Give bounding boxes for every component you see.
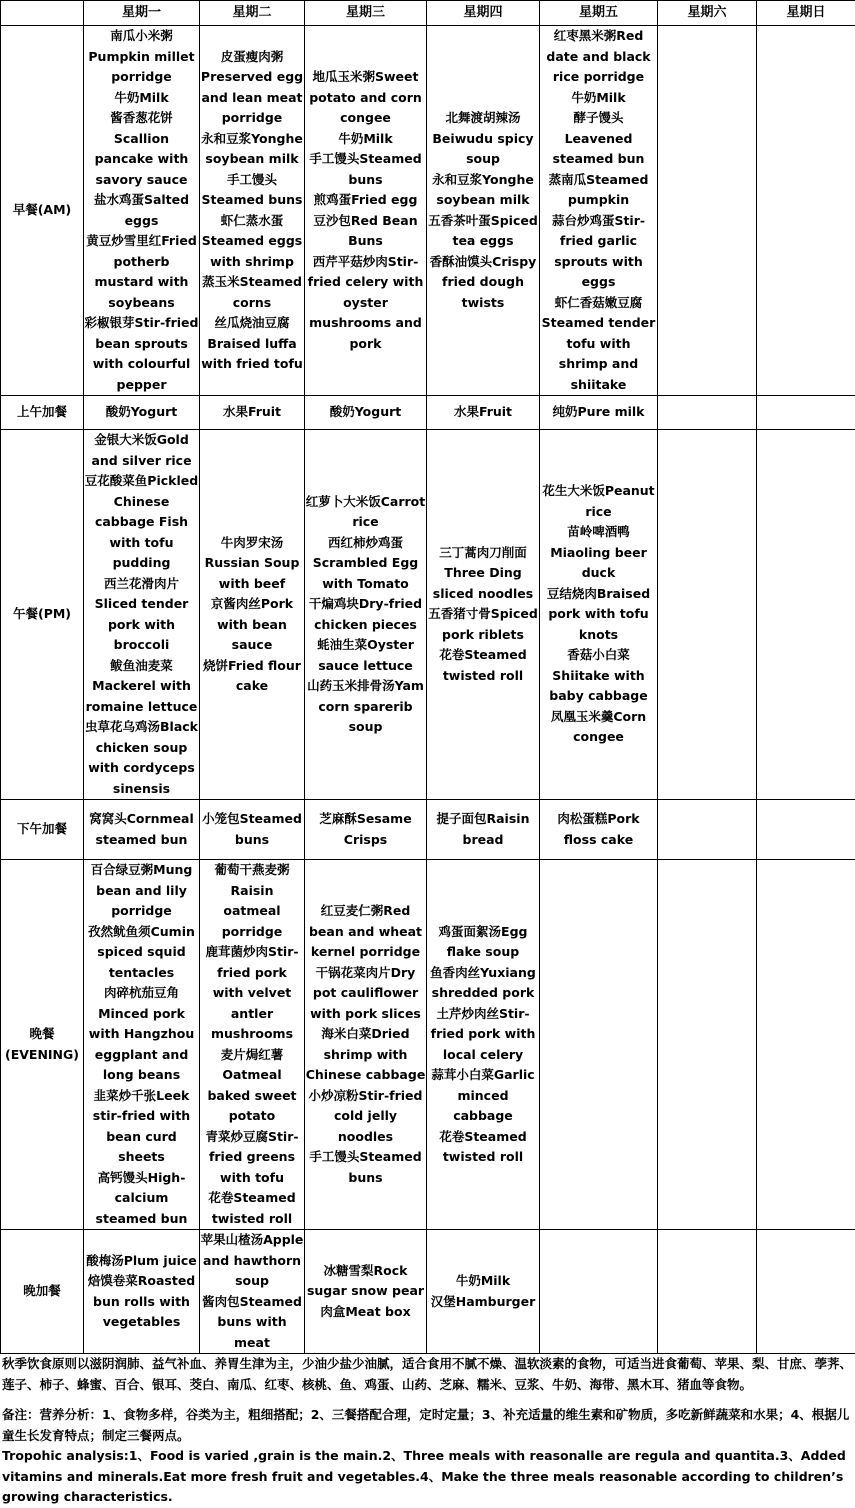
menu-body bbox=[1, 26, 855, 1354]
menu-cell bbox=[84, 396, 200, 430]
dish-item: 手工馒头Steamed buns bbox=[305, 149, 426, 190]
dish-item: 牛奶Milk bbox=[427, 1271, 539, 1292]
dish-item: 豆结烧肉Braised pork with tofu knots bbox=[540, 584, 657, 646]
day-header: 星期一 bbox=[84, 1, 200, 26]
dish-item: 海米白菜Dried shrimp with Chinese cabbage bbox=[305, 1024, 426, 1086]
menu-cell bbox=[200, 860, 305, 1230]
dish-item: 牛奶Milk bbox=[84, 88, 199, 109]
dish-item: 水果Fruit bbox=[427, 402, 539, 423]
menu-cell bbox=[540, 430, 658, 800]
menu-cell bbox=[305, 800, 427, 860]
dish-item: 南瓜小米粥Pumpkin millet porridge bbox=[84, 26, 199, 88]
dish-item: 酵子馒头Leavened steamed bun bbox=[540, 108, 657, 170]
menu-cell bbox=[540, 396, 658, 430]
dish-item: 五香茶叶蛋Spiced tea eggs bbox=[427, 211, 539, 252]
dish-item: 花生大米饭Peanut rice bbox=[540, 481, 657, 522]
dish-item: 蒜茸小白菜Garlic minced cabbage bbox=[427, 1065, 539, 1127]
dish-item: 蒸南瓜Steamed pumpkin bbox=[540, 170, 657, 211]
dish-item: 青菜炒豆腐Stir-fried greens with tofu bbox=[200, 1127, 304, 1189]
dish-item: 西兰花滑肉片Sliced tender pork with broccoli bbox=[84, 574, 199, 656]
menu-cell bbox=[427, 396, 540, 430]
meal-row bbox=[1, 26, 855, 396]
dish-item: 盐水鸡蛋Salted eggs bbox=[84, 190, 199, 231]
menu-cell bbox=[757, 430, 855, 800]
menu-cell bbox=[757, 860, 855, 1230]
dish-item: 豆沙包Red Bean Buns bbox=[305, 211, 426, 252]
dish-item: 苗岭啤酒鸭Miaoling beer duck bbox=[540, 522, 657, 584]
menu-cell bbox=[305, 860, 427, 1230]
menu-cell bbox=[200, 26, 305, 396]
header-row bbox=[1, 1, 855, 26]
dish-item: 鲅鱼油麦菜Mackerel with romaine lettuce bbox=[84, 656, 199, 718]
dish-item: 鸡蛋面絮汤Egg flake soup bbox=[427, 922, 539, 963]
menu-cell bbox=[658, 26, 757, 396]
day-header: 星期四 bbox=[427, 1, 540, 26]
remark-cn-note: 备注：营养分析：1、食物多样，谷类为主，粗细搭配；2、三餐搭配合理，定时定量；3、补充适量的维生素和矿物质，多吃新鲜蔬菜和水果；4、根据儿童生长发育特点；制定三餐两点。 bbox=[2, 1405, 853, 1446]
menu-cell bbox=[658, 396, 757, 430]
menu-cell bbox=[540, 1230, 658, 1354]
dish-item: 冰糖雪梨Rock sugar snow pear bbox=[305, 1261, 426, 1302]
meal-row bbox=[1, 860, 855, 1230]
dish-item: 三丁蒿肉刀削面Three Ding sliced noodles bbox=[427, 543, 539, 605]
dish-item: 干煸鸡块Dry-fried chicken pieces bbox=[305, 594, 426, 635]
dish-item: 红豆麦仁粥Red bean and wheat kernel porridge bbox=[305, 901, 426, 963]
dish-item: 蚝油生菜Oyster sauce lettuce bbox=[305, 635, 426, 676]
menu-cell bbox=[305, 396, 427, 430]
dish-item: 窝窝头Cornmeal steamed bun bbox=[84, 809, 199, 850]
dish-item: 苹果山楂汤Apple and hawthorn soup bbox=[200, 1230, 304, 1292]
dish-item: 水果Fruit bbox=[200, 402, 304, 423]
dish-item: 永和豆浆Yonghe soybean milk bbox=[200, 129, 304, 170]
remark-en-note: Tropohic analysis:1、Food is varied ,grain is the main.2、Three meals with reasonalle are regula and quantita.3、Added vitamins and minerals.Eat more fresh fruit and vegetables.4、Make the three meals reasonable according to children’s growing characteristics. bbox=[2, 1446, 853, 1508]
dish-item: 金银大米饭Gold and silver rice bbox=[84, 430, 199, 471]
menu-cell bbox=[658, 430, 757, 800]
dish-item: 肉松蛋糕Pork floss cake bbox=[540, 809, 657, 850]
dish-item: 北舞渡胡辣汤Beiwudu spicy soup bbox=[427, 108, 539, 170]
dish-item: 肉盒Meat box bbox=[305, 1302, 426, 1323]
dish-item: 手工馒头Steamed buns bbox=[305, 1147, 426, 1188]
menu-cell bbox=[427, 800, 540, 860]
dish-item: 彩椒银芽Stir-fried bean sprouts with colourful pepper bbox=[84, 313, 199, 395]
dish-item: 虾仁香菇嫩豆腐Steamed tender tofu with shrimp and shiitake bbox=[540, 293, 657, 396]
dish-item: 小笼包Steamed buns bbox=[200, 809, 304, 850]
dish-item: 葡萄干燕麦粥Raisin oatmeal porridge bbox=[200, 860, 304, 942]
dish-item: 汉堡Hamburger bbox=[427, 1292, 539, 1313]
dish-item: 小炒凉粉Stir-fried cold jelly noodles bbox=[305, 1086, 426, 1148]
menu-cell bbox=[84, 430, 200, 800]
dish-item: 牛奶Milk bbox=[540, 88, 657, 109]
menu-cell bbox=[757, 396, 855, 430]
corner-cell bbox=[1, 1, 84, 26]
dish-item: 丝瓜烧油豆腐Braised luffa with fried tofu bbox=[200, 313, 304, 375]
day-header: 星期日 bbox=[757, 1, 855, 26]
dish-item: 韭菜炒千张Leek stir-fried with bean curd sheets bbox=[84, 1086, 199, 1168]
meal-row bbox=[1, 396, 855, 430]
day-header: 星期三 bbox=[305, 1, 427, 26]
dish-item: 土芹炒肉丝Stir-fried pork with local celery bbox=[427, 1004, 539, 1066]
menu-cell bbox=[305, 1230, 427, 1354]
dish-item: 牛肉罗宋汤Russian Soup with beef bbox=[200, 533, 304, 595]
menu-cell bbox=[658, 1230, 757, 1354]
dish-item: 焙馍卷菜Roasted bun rolls with vegetables bbox=[84, 1271, 199, 1333]
dish-item: 牛奶Milk bbox=[305, 129, 426, 150]
dish-item: 凤凰玉米羹Corn congee bbox=[540, 707, 657, 748]
menu-cell bbox=[200, 396, 305, 430]
menu-cell bbox=[84, 26, 200, 396]
dish-item: 虫草花乌鸡汤Black chicken soup with cordyceps sinensis bbox=[84, 717, 199, 799]
menu-cell bbox=[540, 860, 658, 1230]
menu-cell bbox=[84, 800, 200, 860]
dish-item: 酱香葱花饼Scallion pancake with savory sauce bbox=[84, 108, 199, 190]
menu-cell bbox=[84, 860, 200, 1230]
dish-item: 香菇小白菜Shiitake with baby cabbage bbox=[540, 645, 657, 707]
dish-item: 蒜台炒鸡蛋Stir-fried garlic sprouts with eggs bbox=[540, 211, 657, 293]
dish-item: 豆花酸菜鱼Pickled Chinese cabbage Fish with tofu pudding bbox=[84, 471, 199, 574]
dish-item: 烧饼Fried flour cake bbox=[200, 656, 304, 697]
dish-item: 山药玉米排骨汤Yam corn sparerib soup bbox=[305, 676, 426, 738]
menu-cell bbox=[540, 26, 658, 396]
dish-item: 京酱肉丝Pork with bean sauce bbox=[200, 594, 304, 656]
menu-cell bbox=[305, 430, 427, 800]
dish-item: 纯奶Pure milk bbox=[540, 402, 657, 423]
menu-cell bbox=[427, 1230, 540, 1354]
day-header: 星期二 bbox=[200, 1, 305, 26]
dish-item: 皮蛋瘦肉粥Preserved egg and lean meat porridge bbox=[200, 47, 304, 129]
dish-item: 酸奶Yogurt bbox=[305, 402, 426, 423]
menu-cell bbox=[200, 1230, 305, 1354]
dish-item: 煎鸡蛋Fried egg bbox=[305, 190, 426, 211]
meal-label: 晚加餐 bbox=[1, 1230, 84, 1354]
menu-cell bbox=[540, 800, 658, 860]
menu-cell bbox=[757, 26, 855, 396]
dish-item: 麦片焗红薯Oatmeal baked sweet potato bbox=[200, 1045, 304, 1127]
menu-cell bbox=[757, 1230, 855, 1354]
dish-item: 蒸玉米Steamed corns bbox=[200, 272, 304, 313]
dish-item: 红萝卜大米饭Carrot rice bbox=[305, 492, 426, 533]
dish-item: 手工馒头Steamed buns bbox=[200, 170, 304, 211]
dish-item: 酸梅汤Plum juice bbox=[84, 1251, 199, 1272]
meal-label: 午餐(PM) bbox=[1, 430, 84, 800]
dish-item: 鹿茸菌炒肉Stir-fried pork with velvet antler mushrooms bbox=[200, 942, 304, 1045]
dish-item: 花卷Steamed twisted roll bbox=[200, 1188, 304, 1229]
dish-item: 五香猪寸骨Spiced pork riblets bbox=[427, 604, 539, 645]
menu-cell bbox=[658, 860, 757, 1230]
menu-cell bbox=[427, 860, 540, 1230]
dish-item: 芝麻酥Sesame Crisps bbox=[305, 809, 426, 850]
menu-cell bbox=[84, 1230, 200, 1354]
meal-label: 下午加餐 bbox=[1, 800, 84, 860]
dish-item: 花卷Steamed twisted roll bbox=[427, 645, 539, 686]
dish-item: 西芹平菇炒肉Stir-fried celery with oyster mushrooms and pork bbox=[305, 252, 426, 355]
notes-section bbox=[0, 1354, 855, 1508]
dish-item: 虾仁蒸水蛋Steamed eggs with shrimp bbox=[200, 211, 304, 273]
dish-item: 肉碎杭茄豆角Minced pork with Hangzhou eggplant and long beans bbox=[84, 983, 199, 1086]
dish-item: 鱼香肉丝Yuxiang shredded pork bbox=[427, 963, 539, 1004]
dish-item: 提子面包Raisin bread bbox=[427, 809, 539, 850]
menu-cell bbox=[658, 800, 757, 860]
menu-cell bbox=[427, 26, 540, 396]
dish-item: 黄豆炒雪里红Fried potherb mustard with soybeans bbox=[84, 231, 199, 313]
dish-item: 红枣黑米粥Red date and black rice porridge bbox=[540, 26, 657, 88]
dish-item: 永和豆浆Yonghe soybean milk bbox=[427, 170, 539, 211]
meal-label: 上午加餐 bbox=[1, 396, 84, 430]
diet-principle-note: 秋季饮食原则以滋阴润肺、益气补血、养胃生津为主，少油少盐少油腻，适合食用不腻不燥、温软淡素的食物，可适当进食葡萄、苹果、梨、甘庶、荸荠、莲子、柿子、蜂蜜、百合、银耳、茭白、南瓜、红枣、核桃、鱼、鸡蛋、山药、芝麻、糯米、豆浆、牛奶、海带、黑木耳、猪血等食物。 bbox=[2, 1354, 853, 1395]
dish-item: 西红柿炒鸡蛋Scrambled Egg with Tomato bbox=[305, 533, 426, 595]
meal-label: 晚餐(EVENING) bbox=[1, 860, 84, 1230]
menu-cell bbox=[757, 800, 855, 860]
menu-cell bbox=[305, 26, 427, 396]
dish-item: 酱肉包Steamed buns with meat bbox=[200, 1292, 304, 1354]
dish-item: 高钙馒头High-calcium steamed bun bbox=[84, 1168, 199, 1230]
meal-row bbox=[1, 800, 855, 860]
dish-item: 香酥油馍头Crispy fried dough twists bbox=[427, 252, 539, 314]
dish-item: 酸奶Yogurt bbox=[84, 402, 199, 423]
meal-label: 早餐(AM) bbox=[1, 26, 84, 396]
dish-item: 干锅花菜肉片Dry pot cauliflower with pork slices bbox=[305, 963, 426, 1025]
dish-item: 百合绿豆粥Mung bean and lily porridge bbox=[84, 860, 199, 922]
dish-item: 花卷Steamed twisted roll bbox=[427, 1127, 539, 1168]
meal-row bbox=[1, 430, 855, 800]
dish-item: 孜然鱿鱼须Cumin spiced squid tentacles bbox=[84, 922, 199, 984]
dish-item: 地瓜玉米粥Sweet potato and corn congee bbox=[305, 67, 426, 129]
menu-cell bbox=[427, 430, 540, 800]
menu-cell bbox=[200, 800, 305, 860]
day-header: 星期五 bbox=[540, 1, 658, 26]
meal-row bbox=[1, 1230, 855, 1354]
menu-cell bbox=[200, 430, 305, 800]
day-header: 星期六 bbox=[658, 1, 757, 26]
